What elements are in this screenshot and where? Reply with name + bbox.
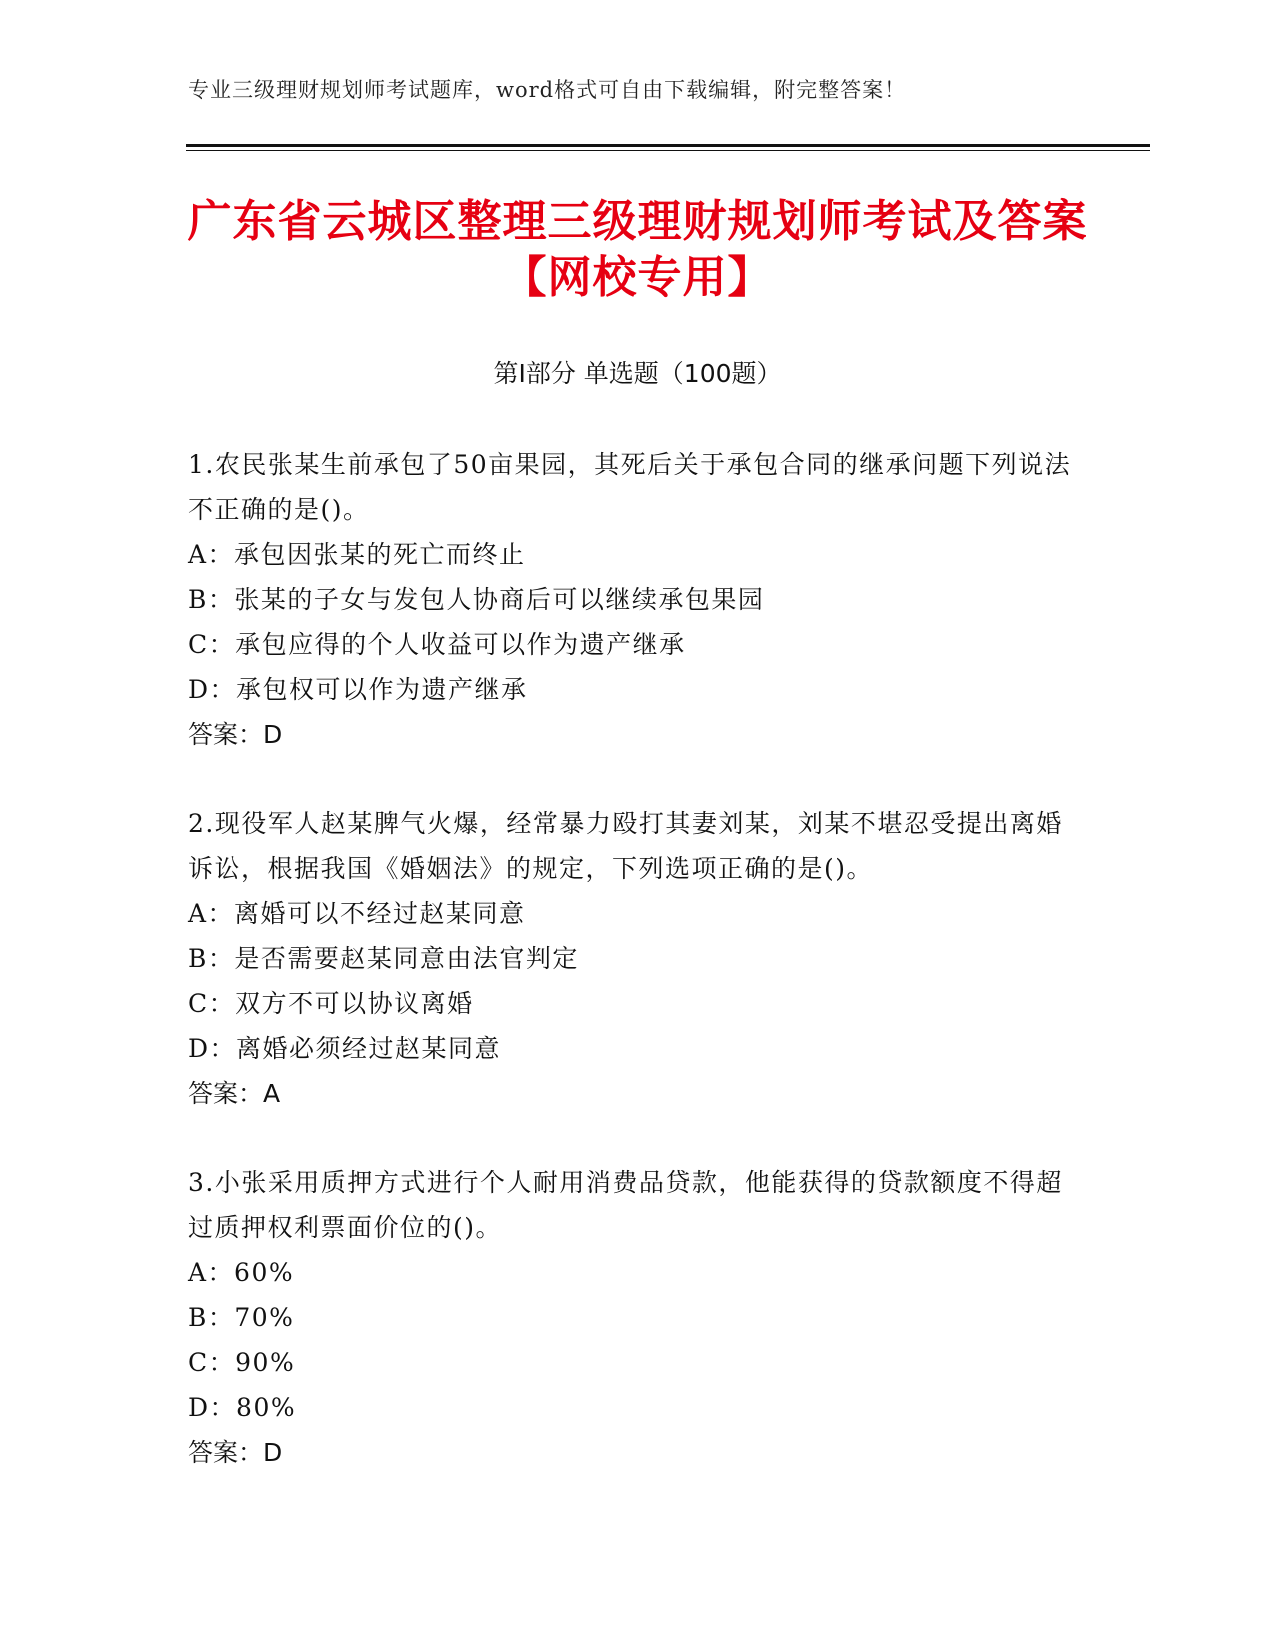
- answer-label: 答案：D: [188, 720, 283, 749]
- question-1: [188, 442, 1078, 757]
- answer-label: 答案：A: [188, 1079, 281, 1108]
- option-a: A：60%: [188, 1258, 295, 1287]
- option-b: B：70%: [188, 1303, 295, 1332]
- header-rule-thin: [186, 150, 1150, 151]
- option-d: D：离婚必须经过赵某同意: [188, 1034, 502, 1063]
- option-c: C：承包应得的个人收益可以作为遗产继承: [188, 630, 686, 659]
- option-b: B：张某的子女与发包人协商后可以继续承包果园: [188, 585, 765, 614]
- option-d: D：80%: [188, 1393, 297, 1422]
- header-rule-thick: [186, 144, 1150, 147]
- question-list: [188, 442, 1078, 1519]
- option-c: C：90%: [188, 1348, 296, 1377]
- option-a: A：离婚可以不经过赵某同意: [188, 899, 526, 928]
- question-2: [188, 801, 1078, 1116]
- question-stem: 1.农民张某生前承包了50亩果园，其死后关于承包合同的继承问题下列说法不正确的是()。: [188, 450, 1072, 524]
- option-a: A：承包因张某的死亡而终止: [188, 540, 526, 569]
- question-stem: 2.现役军人赵某脾气火爆，经常暴力殴打其妻刘某，刘某不堪忍受提出离婚诉讼，根据我国《婚姻法》的规定，下列选项正确的是()。: [188, 809, 1063, 883]
- answer-label: 答案：D: [188, 1438, 283, 1467]
- option-c: C：双方不可以协议离婚: [188, 989, 474, 1018]
- question-3: [188, 1160, 1078, 1475]
- header-note: 专业三级理财规划师考试题库，word格式可自由下载编辑，附完整答案！: [188, 78, 907, 102]
- option-d: D：承包权可以作为遗产继承: [188, 675, 528, 704]
- document-title: 广东省云城区整理三级理财规划师考试及答案【网校专用】: [187, 196, 1088, 303]
- question-stem: 3.小张采用质押方式进行个人耐用消费品贷款，他能获得的贷款额度不得超过质押权利票面价位的()。: [188, 1168, 1063, 1242]
- section-title: 第Ⅰ部分 单选题（100题）: [493, 359, 782, 388]
- option-b: B：是否需要赵某同意由法官判定: [188, 944, 579, 973]
